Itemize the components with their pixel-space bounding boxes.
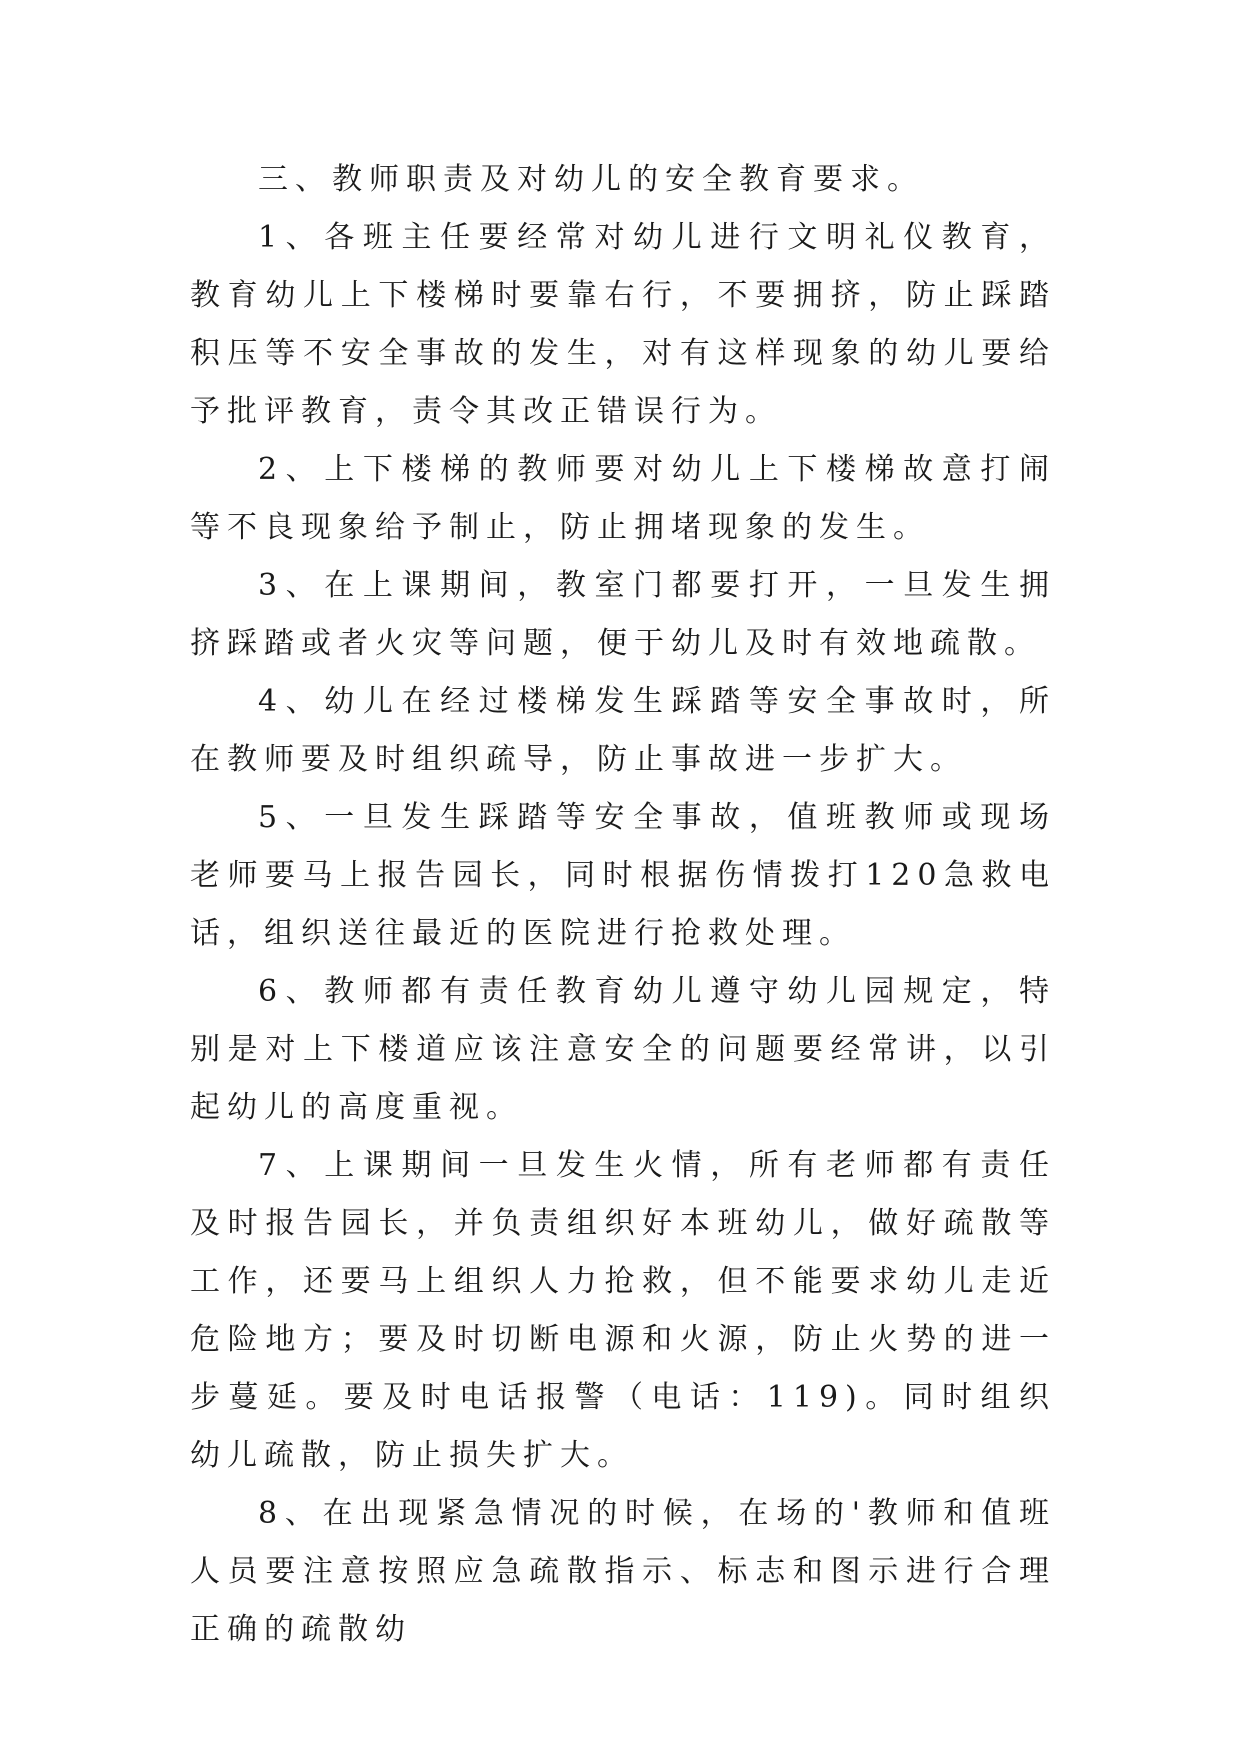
paragraph-item-4: 4、幼儿在经过楼梯发生踩踏等安全事故时，所在教师要及时组织疏导，防止事故进一步扩大。	[190, 684, 1056, 777]
paragraph-item-3: 3、在上课期间，教室门都要打开，一旦发生拥挤踩踏或者火灾等问题，便于幼儿及时有效地疏散。	[190, 568, 1056, 661]
paragraph-item-5: 5、一旦发生踩踏等安全事故，值班教师或现场老师要马上报告园长，同时根据伤情拨打120急救电话，组织送往最近的医院进行抢救处理。	[190, 800, 1056, 951]
paragraph-item-8: 8、在出现紧急情况的时候，在场的'教师和值班人员要注意按照应急疏散指示、标志和图示进行合理正确的疏散幼	[190, 1496, 1056, 1647]
paragraph-item-7: 7、上课期间一旦发生火情，所有老师都有责任及时报告园长，并负责组织好本班幼儿，做好疏散等工作，还要马上组织人力抢救，但不能要求幼儿走近危险地方；要及时切断电源和火源，防止火势的进一步蔓延。要及时电话报警（电话：119)。同时组织幼儿疏散，防止损失扩大。	[190, 1148, 1056, 1473]
section-heading: 三、教师职责及对幼儿的安全教育要求。	[258, 162, 924, 197]
paragraph-item-2: 2、上下楼梯的教师要对幼儿上下楼梯故意打闹等不良现象给予制止，防止拥堵现象的发生。	[190, 452, 1056, 545]
paragraph-item-6: 6、教师都有责任教育幼儿遵守幼儿园规定，特别是对上下楼道应该注意安全的问题要经常讲，以引起幼儿的高度重视。	[190, 974, 1056, 1125]
document-body	[190, 151, 1056, 1659]
paragraph-item-1: 1、各班主任要经常对幼儿进行文明礼仪教育，教育幼儿上下楼梯时要靠右行，不要拥挤，防止踩踏积压等不安全事故的发生，对有这样现象的幼儿要给予批评教育，责令其改正错误行为。	[190, 220, 1056, 429]
